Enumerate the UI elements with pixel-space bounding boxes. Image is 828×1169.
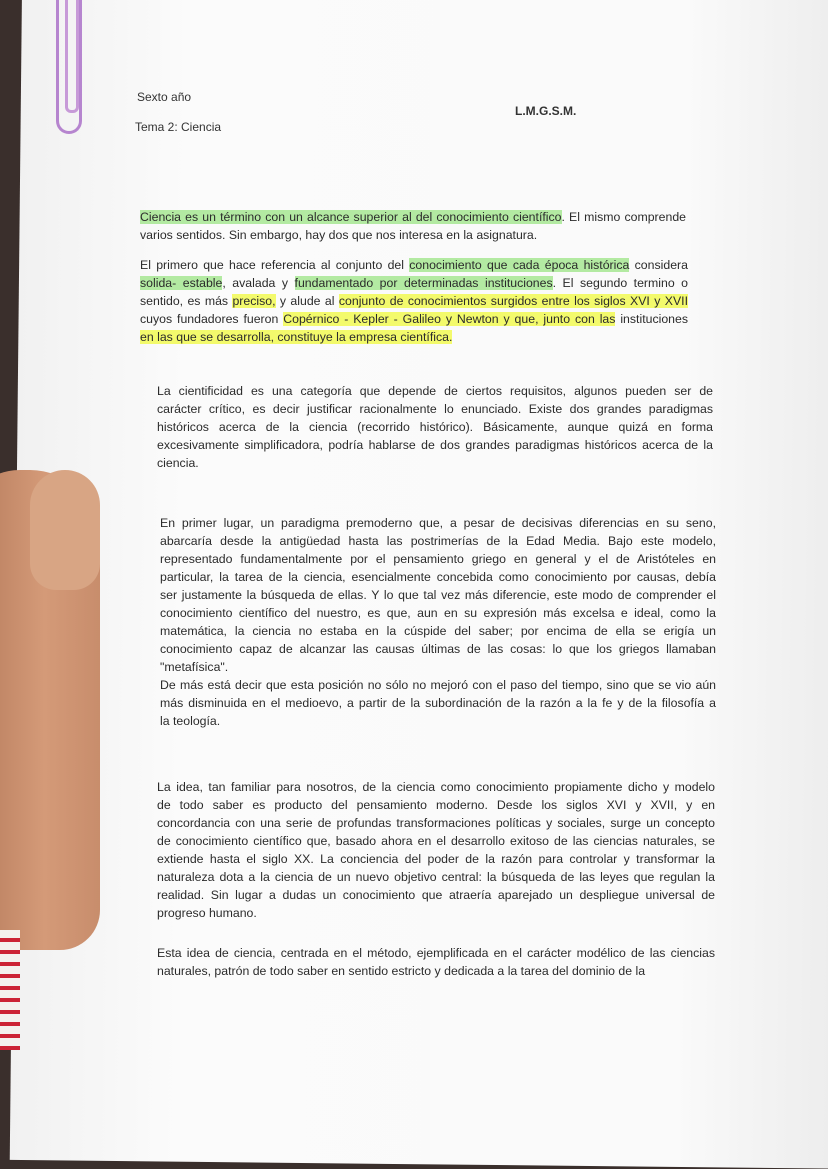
- text-run: excesivamente simplificadora, podría hablarse de dos grandes paradigmas históricos acerca de la: [157, 438, 713, 452]
- text-run: carácter crítico, es decir justificar racionalmente lo enunciado. Existe dos grandes paradigmas: [157, 402, 713, 416]
- text-run: y alude al: [275, 294, 339, 308]
- text-run: . El mismo comprende: [561, 210, 686, 224]
- text-run: progreso humano.: [157, 906, 257, 920]
- text-run: considera: [629, 258, 688, 272]
- text-line: [160, 514, 716, 532]
- text-run: realidad. Sin lugar a dudas un conocimiento que atraería aparejado un despliegue universal de: [157, 888, 715, 902]
- text-run: representado fundamentalmente por el pensamiento griego en general y el de Aristóteles en: [160, 552, 716, 566]
- text-line: [140, 274, 688, 292]
- text-run: naturaleza dota a la ciencia de un nuevo objetivo central: la búsqueda de las leyes que regulan la: [157, 870, 715, 884]
- text-line: [160, 586, 716, 604]
- text-run: En primer lugar, un paradigma premoderno que, a pesar de decisivas diferencias en su seno,: [160, 516, 716, 530]
- text-line: [160, 694, 716, 712]
- text-line: [140, 226, 686, 244]
- text-run: particular, la tarea de la ciencia, esencialmente concebida como conocimiento por causas, debía: [160, 570, 716, 584]
- text-line: [140, 292, 688, 310]
- paragraph: [140, 208, 686, 244]
- text-run: la teología.: [160, 714, 221, 728]
- text-line: [160, 658, 716, 676]
- highlighted-text: Ciencia es un término con un alcance superior al del conocimiento científico: [140, 210, 562, 224]
- paragraph: [157, 382, 713, 472]
- text-line: [160, 712, 716, 730]
- text-run: abarcaría desde la antigüedad hasta las postrimerías de la Edad Media. Bajo este modelo,: [160, 534, 716, 548]
- text-run: ciencia.: [157, 456, 199, 470]
- text-line: [157, 944, 715, 962]
- text-line: [160, 604, 716, 622]
- text-run: de conocimiento científico que, basado ahora en el desarrollo exitoso de las ciencias naturales, se: [157, 834, 715, 848]
- sleeve: [0, 930, 20, 1050]
- text-line: [140, 310, 688, 328]
- header-school: L.M.G.S.M.: [515, 104, 577, 118]
- text-line: [140, 328, 688, 346]
- text-line: [157, 832, 715, 850]
- text-run: de todo saber es producto del pensamiento moderno. Desde los siglos XVI y XVII, y en: [157, 798, 715, 812]
- text-run: sentido, es más: [140, 294, 233, 308]
- highlighted-text: conjunto de conocimientos surgidos entre los siglos XVI y XVII: [338, 294, 688, 308]
- text-run: Esta idea de ciencia, centrada en el método, ejemplificada en el carácter modélico de las ciencias: [157, 946, 715, 960]
- highlighted-text: fundamentado por determinadas instituciones: [294, 276, 553, 290]
- text-line: [157, 868, 715, 886]
- paragraph: [140, 256, 688, 346]
- text-run: . El segundo termino o: [552, 276, 689, 290]
- text-run: cuyos fundadores fueron: [140, 312, 284, 326]
- text-run: más disminuida en el medioevo, a partir de la subordinación de la razón a la fe y de la filosofía a: [160, 696, 716, 710]
- header-year: Sexto año: [137, 90, 192, 104]
- text-line: [157, 962, 715, 980]
- paragraph: [157, 944, 715, 980]
- text-line: [160, 550, 716, 568]
- text-run: extiende hasta el siglo XX. La conciencia del poder de la razón para controlar y transformar la: [157, 852, 715, 866]
- text-run: El primero que hace referencia al conjunto del: [140, 258, 410, 272]
- header-topic: Tema 2: Ciencia: [135, 120, 222, 134]
- highlighted-text: conocimiento que cada época histórica: [409, 258, 630, 272]
- highlighted-text: solida- estable: [140, 276, 223, 290]
- text-run: ser justamente la búsqueda de ellas. Y lo que tal vez más diferencie, este modo de comprender el: [160, 588, 716, 602]
- text-run: varios sentidos. Sin embargo, hay dos que nos interesa en la asignatura.: [140, 228, 538, 242]
- text-line: [157, 400, 713, 418]
- text-line: [157, 886, 715, 904]
- text-line: [157, 436, 713, 454]
- text-line: [157, 814, 715, 832]
- text-line: [157, 418, 713, 436]
- text-run: , avalada y: [222, 276, 295, 290]
- text-run: matemática, la ciencia no estaba en la cúspide del saber; por encima de ella se erigía un: [160, 624, 716, 638]
- text-line: [160, 532, 716, 550]
- text-run: La cientificidad es una categoría que depende de ciertos requisitos, algunos pueden ser de: [157, 384, 713, 398]
- text-line: [157, 454, 713, 472]
- highlighted-text: preciso,: [232, 294, 276, 308]
- highlighted-text: en las que se desarrolla, constituye la empresa científica.: [140, 330, 453, 344]
- text-run: conocimiento científico del nuestro, es que, aun en su expresión más excelsa e ideal, como la: [160, 606, 716, 620]
- text-line: [140, 256, 688, 274]
- text-run: De más está decir que esta posición no sólo no mejoró con el paso del tiempo, sino que se vio aún: [160, 678, 716, 692]
- text-line: [160, 622, 716, 640]
- text-line: [157, 850, 715, 868]
- text-run: naturales, patrón de todo saber en sentido estricto y dedicada a la tarea del dominio de la: [157, 964, 646, 978]
- text-line: [157, 382, 713, 400]
- text-run: La idea, tan familiar para nosotros, de la ciencia como conocimiento propiamente dicho y modelo: [157, 780, 715, 794]
- text-run: "metafísica".: [160, 660, 229, 674]
- text-line: [160, 676, 716, 694]
- paragraph: [160, 514, 716, 676]
- paragraph: [157, 778, 715, 922]
- text-line: [157, 904, 715, 922]
- text-run: históricos acerca de la ciencia (recorrido histórico). Básicamente, aunque quizá en forma: [157, 420, 713, 434]
- paper-clip: [56, 0, 82, 134]
- thumb: [30, 470, 100, 590]
- text-run: conocimiento capaz de alcanzar las causas últimas de las cosas: lo que los griegos llamaban: [160, 642, 716, 656]
- text-run: instituciones: [615, 312, 688, 326]
- text-line: [157, 778, 715, 796]
- text-run: concordancia con una serie de profundas transformaciones políticas y sociales, surge un concepto: [157, 816, 715, 830]
- text-line: [160, 568, 716, 586]
- text-line: [140, 208, 686, 226]
- text-line: [160, 640, 716, 658]
- text-line: [157, 796, 715, 814]
- highlighted-text: Copérnico - Kepler - Galileo y Newton y que, junto con las: [283, 312, 616, 326]
- paragraph: [160, 676, 716, 730]
